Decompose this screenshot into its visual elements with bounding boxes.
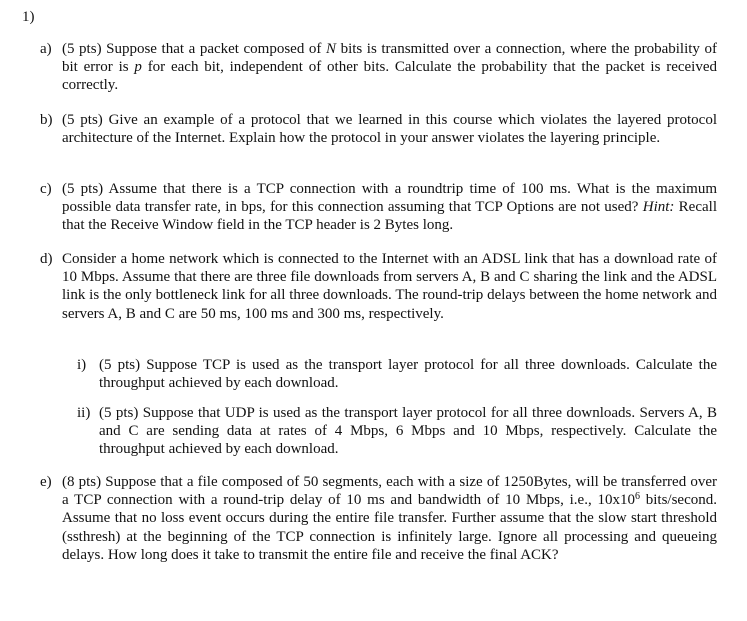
part-c-text: (5 pts) Assume that there is a TCP connection with a roundtrip time of 100 ms. What is the maximum possible data transfer rate, in bps, for this connection assuming that TCP Options are not used? Hint: Recall that the Receive Window field in the TCP header is 2 Bytes long. bbox=[62, 181, 717, 234]
question-number: 1) bbox=[22, 9, 35, 25]
question-part-e bbox=[40, 473, 717, 564]
part-a-label: a) bbox=[40, 41, 52, 57]
subpart-ii-label: ii) bbox=[77, 405, 91, 421]
part-a-text: (5 pts) Suppose that a packet composed of N bits is transmitted over a connection, where the probability of bit error is p for each bit, independent of other bits. Calculate the probability that the packet is received correctly. bbox=[62, 41, 718, 94]
exponent: 6 bbox=[634, 491, 640, 503]
part-d-text: Consider a home network which is connected to the Internet with an ADSL link that has a download rate of 10 Mbps. Assume that there are three file downloads from servers A, B and C sharing the link and the ADSL link is the only bottleneck link for all three downloads. The round-trip delays between the home network and servers A, B and C are 50 ms, 100 ms and 300 ms, respectively. bbox=[62, 251, 717, 322]
part-b-label: b) bbox=[40, 112, 53, 128]
hint-label: Hint: bbox=[642, 199, 675, 216]
question-part-d-i bbox=[77, 356, 717, 392]
part-e-label: e) bbox=[40, 474, 52, 490]
part-b-text: (5 pts) Give an example of a protocol that we learned in this course which violates the layered protocol architecture of the Internet. Explain how the protocol in your answer violates the layering principle. bbox=[62, 112, 717, 147]
question-part-d-ii bbox=[77, 404, 717, 459]
subpart-i-label: i) bbox=[77, 357, 87, 373]
question-part-a bbox=[40, 40, 717, 95]
question-part-c bbox=[40, 180, 717, 235]
question-part-b bbox=[40, 111, 717, 147]
subpart-ii-text: (5 pts) Suppose that UDP is used as the transport layer protocol for all three downloads. Servers A, B and C are sending data at rates of 4 Mbps, 6 Mbps and 10 Mbps, respectively. Calculate the throughput achieved by each download. bbox=[99, 405, 717, 458]
part-d-label: d) bbox=[40, 251, 53, 267]
subpart-i-text: (5 pts) Suppose TCP is used as the transport layer protocol for all three downloads. Calculate the throughput achieved by each download. bbox=[99, 357, 717, 392]
part-e-text: (8 pts) Suppose that a file composed of 50 segments, each with a size of 1250Bytes, will be transferred over a TCP connection with a round-trip delay of 10 ms and bandwidth of 10 Mbps, i.e., $10x10^6$ bits/second. Assume that no loss event occurs during the entire file transfer. Further assume that the slow start threshold (ssthresh) at the beginning of the TCP connection is infinitely large. Ignore all processing and queueing delays. How long does it take to transmit the entire file and receive the final ACK? bbox=[62, 474, 717, 563]
question-part-d bbox=[40, 250, 717, 323]
part-c-label: c) bbox=[40, 181, 52, 197]
